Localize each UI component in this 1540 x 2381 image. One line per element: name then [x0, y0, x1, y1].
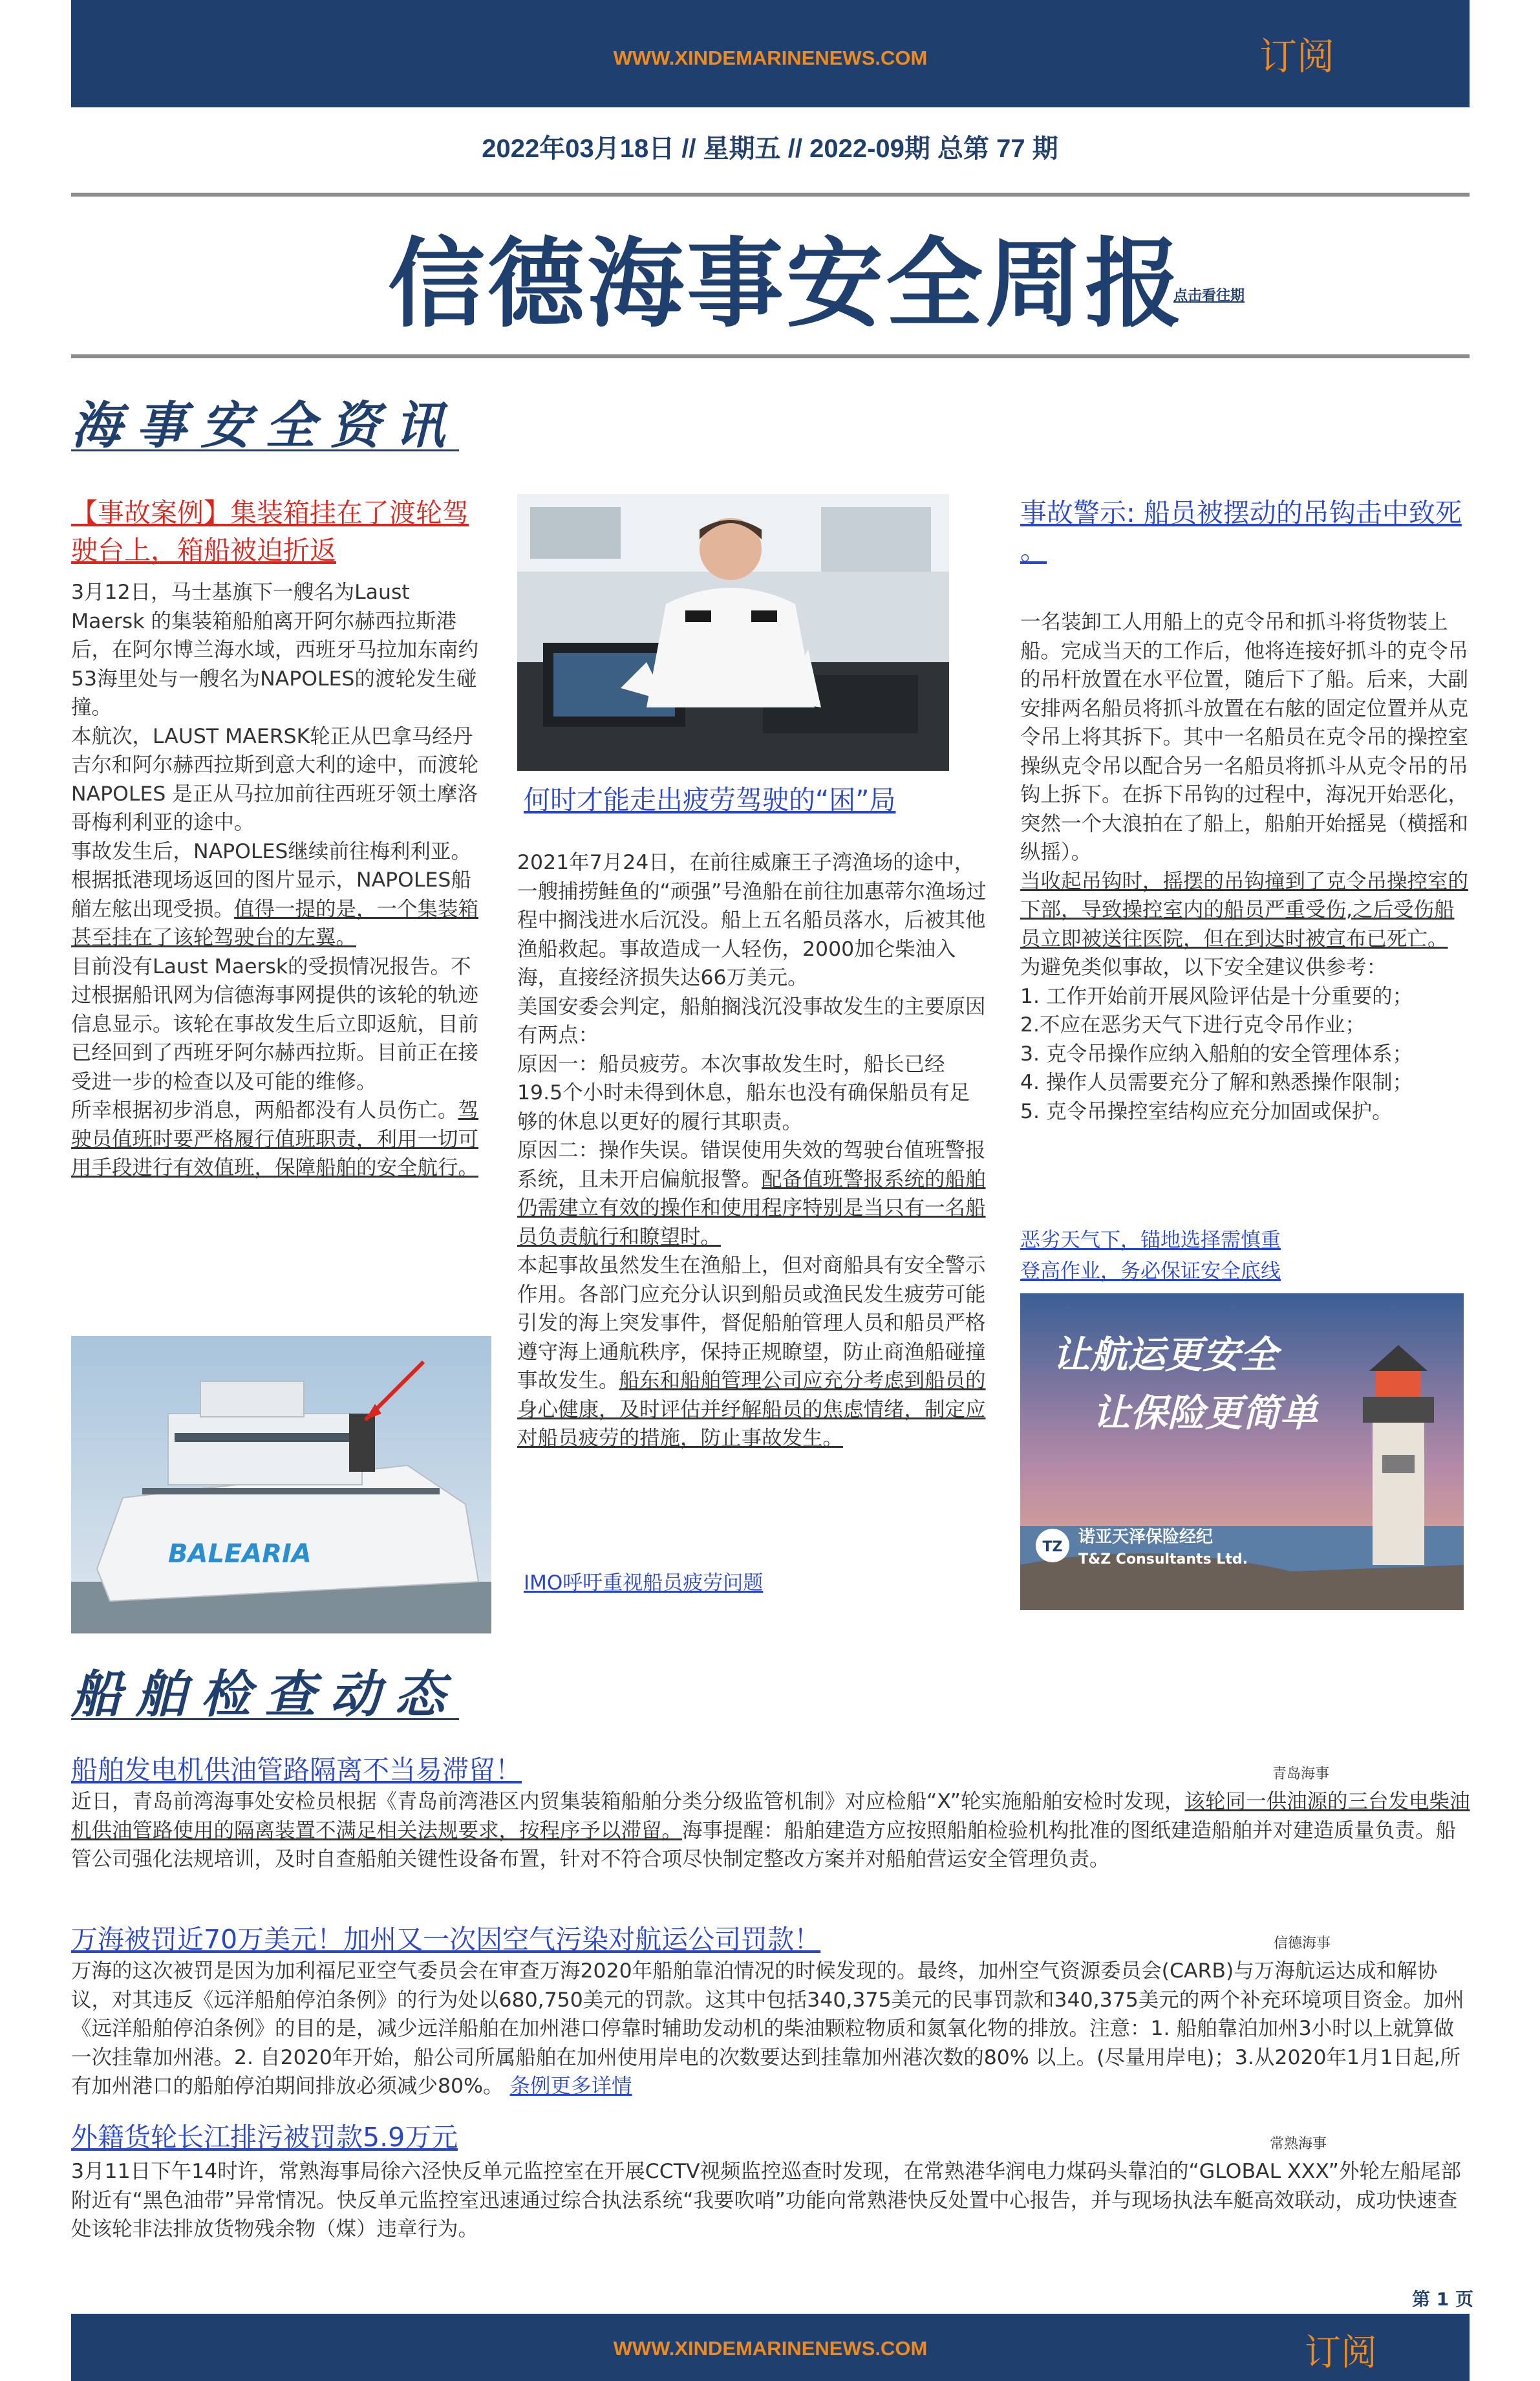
page-number: 第 1 页 — [1412, 2289, 1473, 2310]
advice-item: 2.不应在恶劣天气下进行克令吊作业； — [1020, 1013, 1366, 1037]
paragraph: 原因二：操作失误。错误使用失效的驾驶台值班警报系统，且未开启偏航报警。 — [517, 1139, 986, 1191]
paragraph: 本起事故虽然发生在渔船上，但对商船具有安全警示作用。各部门应充分认识到船员或渔民发生疲劳可能引发的海上突发事件，督促船舶管理人员和船员严格遵守海上通航秩序，保持正规瞭望，防止商渔船碰撞事故发生。 — [517, 1254, 986, 1392]
paragraph: 所幸根据初步消息，两船都没有人员伤亡。 — [71, 1099, 458, 1122]
paragraph: 3月11日下午14时许，常熟海事局徐六泾快反单元监控室在开展CCTV视频监控巡查时发现，在常熟港华润电力煤码头靠泊的“GLOBAL XXX”外轮左船尾部附近有“黑色油带”异常情况。快反单元监控室迅速通过综合执法系统“我要吹哨”功能向常熟港快反处置中心报告，并与现场执法车艇高效联动，成功快速查处该轮非法排放货物残余物（煤）违章行为。 — [71, 2160, 1461, 2241]
advice-item: 5. 克令吊操控室结构应充分加固或保护。 — [1020, 1099, 1393, 1123]
anchorage-weather-link[interactable]: 恶劣天气下，锚地选择需慎重 — [1020, 1229, 1281, 1252]
issue-line: 2022年03月18日 // 星期五 // 2022-09期 总第 77 期 — [482, 135, 1058, 163]
advice-item: 4. 操作人员需要充分了解和熟悉操作限制； — [1020, 1071, 1413, 1094]
imo-fatigue-link[interactable]: IMO呼吁重视船员疲劳问题 — [524, 1571, 764, 1595]
inspection-headline-2[interactable]: 万海被罚近70万美元！加州又一次因空气污染对航运公司罚款！ — [71, 1924, 821, 1955]
paragraph: 美国安委会判定，船舶搁浅沉没事故发生的主要原因有两点： — [517, 995, 986, 1047]
ferry-hull-lettering: BALEARIA — [168, 1539, 312, 1569]
paragraph: 万海的这次被罚是因为加利福尼亚空气委员会在审查万海2020年船舶靠泊情况的时候发现的。最终，加州空气资源委员会(CARB)与万海航运达成和解协议，对其违反《远洋船舶停泊条例》的行为处以680,750美元的罚款。这其中包括340,375美元的民事罚款和340,375美元的两个补充环境项目资金。加州《远洋船舶停泊条例》的目的是，减少远洋船舶在加州港口停靠时辅助发动机的柴油颗粒物质和氮氧化物的排放。注意：1. 船舶靠泊加州3小时以上就算做一次挂靠加州港。2. 自2020年开始，船公司所属船舶在加州使用岸电的次数要达到挂靠加州港次数的80% 以上。(尽量用岸电)；3.从2020年1月1日起,所有加州港口的船舶停泊期间排放必须减少80%。 — [71, 1959, 1464, 2098]
advice-item: 1. 工作开始前开展风险评估是十分重要的； — [1020, 984, 1413, 1008]
working-at-height-link[interactable]: 登高作业，务必保证安全底线 — [1020, 1260, 1281, 1283]
ferry-photo — [71, 1336, 491, 1633]
inspection-headline-1[interactable]: 船舶发电机供油管路隔离不当易滞留！ — [71, 1754, 522, 1785]
highlight-text: 驾驶员值班时要严格履行值班职责，利用一切可用手段进行有效值班，保障船舶的安全航行。 — [71, 1099, 479, 1180]
past-issues-link[interactable]: 点击看往期 — [1173, 288, 1245, 304]
paragraph: 目前没有Laust Maersk的受损情况报告。不过根据船讯网为信德海事网提供的该轮的轨迹信息显示。该轮在事故发生后立即返航，目前已经回到了西班牙阿尔赫西拉斯。目前正在接受进一步的检查以及可能的维修。 — [71, 954, 479, 1094]
highlight-text: 配备值班警报系统的船舶仍需建立有效的操作和使用程序特别是当只有一名船员负责航行和瞭望时。 — [517, 1167, 986, 1249]
advice-intro: 为避免类似事故，以下安全建议供参考： — [1020, 956, 1387, 979]
footer-site-url-link[interactable]: WWW.XINDEMARINENEWS.COM — [613, 2337, 928, 2360]
subscribe-link[interactable]: 订阅 — [1259, 34, 1335, 78]
paragraph: 事故发生后，NAPOLES继续前往梅利利亚。根据抵港现场返回的图片显示，NAPOLES船艏左舷出现受损。 — [71, 839, 471, 921]
ad-company-en: T&Z Consultants Ltd. — [1078, 1551, 1248, 1568]
top-divider — [71, 193, 1470, 197]
article-headline-fatigue[interactable]: 何时才能走出疲劳驾驶的“困”局 — [524, 784, 896, 815]
section-title-safety-news: 海事安全资讯 — [71, 397, 460, 455]
bridge-officer-photo — [517, 494, 949, 771]
page-title: 信德海事安全周报 — [388, 228, 1185, 341]
ad-slogan-line2: 让保险更简单 — [1093, 1391, 1318, 1435]
inspection-body-1 — [71, 1787, 1474, 1874]
paragraph: 一名装卸工人用船上的克令吊和抓斗将货物装上船。完成当天的工作后，他将连接好抓斗的克令吊的吊杆放置在水平位置，随后下了船。后来，大副安排两名船员将抓斗放置在右舷的固定位置并从克令吊上将其拆下。其中一名船员在克令吊的操控室操纵克令吊以配合另一名船员将抓斗从克令吊的吊钩上拆下。在拆下吊钩的过程中，海况开始恶化，突然一个大浪拍在了船上，船舶开始摇晃（横摇和纵摇）。 — [1020, 610, 1469, 864]
insurance-ad[interactable] — [1020, 1293, 1464, 1610]
article-body-container-ferry — [71, 578, 485, 1183]
paragraph: 3月12日，马士基旗下一艘名为Laust Maersk 的集装箱船舶离开阿尔赫西拉斯港后，在阿尔博兰海水域，西班牙马拉加东南约53海里处与一艘名为NAPOLES的渡轮发生碰撞。 — [71, 581, 479, 719]
inspection-body-2 — [71, 1957, 1474, 2101]
paragraph: 近日，青岛前湾海事处安检员根据《青岛前湾港区内贸集装箱船舶分类分级监管机制》对应检船“X”轮实施船舶安检时发现， — [71, 1790, 1185, 1813]
source-label: 常熟海事 — [1270, 2136, 1327, 2152]
ad-company-cn: 诺亚天泽保险经纪 — [1078, 1527, 1214, 1547]
ad-slogan-line1: 让航运更安全 — [1053, 1333, 1278, 1377]
regulation-details-link[interactable]: 条例更多详情 — [509, 2074, 632, 2098]
article-body-crane — [1020, 608, 1473, 1126]
svg-text:TZ: TZ — [1042, 1539, 1063, 1555]
highlight-text: 该轮同一供油源的三台发电柴油机供油管路使用的隔离装置不满足相关法规要求，按程序予以滞留。 — [71, 1790, 1470, 1842]
footer-subscribe-link[interactable]: 订阅 — [1305, 2332, 1377, 2374]
advice-item: 3. 克令吊操作应纳入船舶的安全管理体系； — [1020, 1042, 1413, 1066]
section-title-inspection: 船舶检查动态 — [71, 1666, 460, 1724]
masthead-divider — [71, 354, 1470, 358]
article-headline-crane[interactable]: 事故警示: 船员被摆动的吊钩击中致死 。 — [1020, 497, 1462, 566]
highlight-text: 船东和船舶管理公司应充分考虑到船员的身心健康，及时评估并纾解船员的焦虑情绪，制定应对船员疲劳的措施，防止事故发生。 — [517, 1369, 986, 1450]
paragraph: 原因一：船员疲劳。本次事故发生时，船长已经19.5个小时未得到休息，船东也没有确保船员有足够的休息以更好的履行其职责。 — [517, 1052, 970, 1134]
highlight-text: 值得一提的是，一个集装箱甚至挂在了该轮驾驶台的左翼。 — [71, 897, 479, 949]
article-headline-container-ferry[interactable]: 【事故案例】集装箱挂在了渡轮驾驶台上，箱船被迫折返 — [71, 497, 469, 566]
paragraph: 本航次，LAUST MAERSK轮正从巴拿马经丹吉尔和阿尔赫西拉斯到意大利的途中，而渡轮NAPOLES 是正从马拉加前往西班牙领土摩洛哥梅利利亚的途中。 — [71, 724, 479, 834]
source-label: 青岛海事 — [1272, 1766, 1330, 1782]
inspection-body-3 — [71, 2157, 1474, 2244]
article-body-fatigue — [517, 848, 989, 1453]
site-url-link[interactable]: WWW.XINDEMARINENEWS.COM — [613, 47, 928, 69]
source-label: 信德海事 — [1274, 1935, 1331, 1952]
paragraph: 海事提醒：船舶建造方应按照船舶检验机构批准的图纸建造船舶并对建造质量负责。船管公司强化法规培训，及时自查船舶关键性设备布置，针对不符合项尽快制定整改方案并对船舶营运安全管理负责。 — [71, 1818, 1457, 1871]
paragraph: 2021年7月24日，在前往威廉王子湾渔场的途中，一艘捕捞鲑鱼的“顽强”号渔船在前往加惠蒂尔渔场过程中搁浅进水后沉没。船上五名船员落水，后被其他渔船救起。事故造成一人轻伤，2000加仑柴油入海，直接经济损失达66万美元。 — [517, 851, 987, 989]
highlight-text: 当收起吊钩时，摇摆的吊钩撞到了克令吊操控室的下部，导致操控室内的船员严重受伤,之后受伤船员立即被送往医院，但在到达时被宣布已死亡。 — [1020, 869, 1469, 951]
inspection-headline-3[interactable]: 外籍货轮长江排污被罚款5.9万元 — [71, 2122, 458, 2153]
